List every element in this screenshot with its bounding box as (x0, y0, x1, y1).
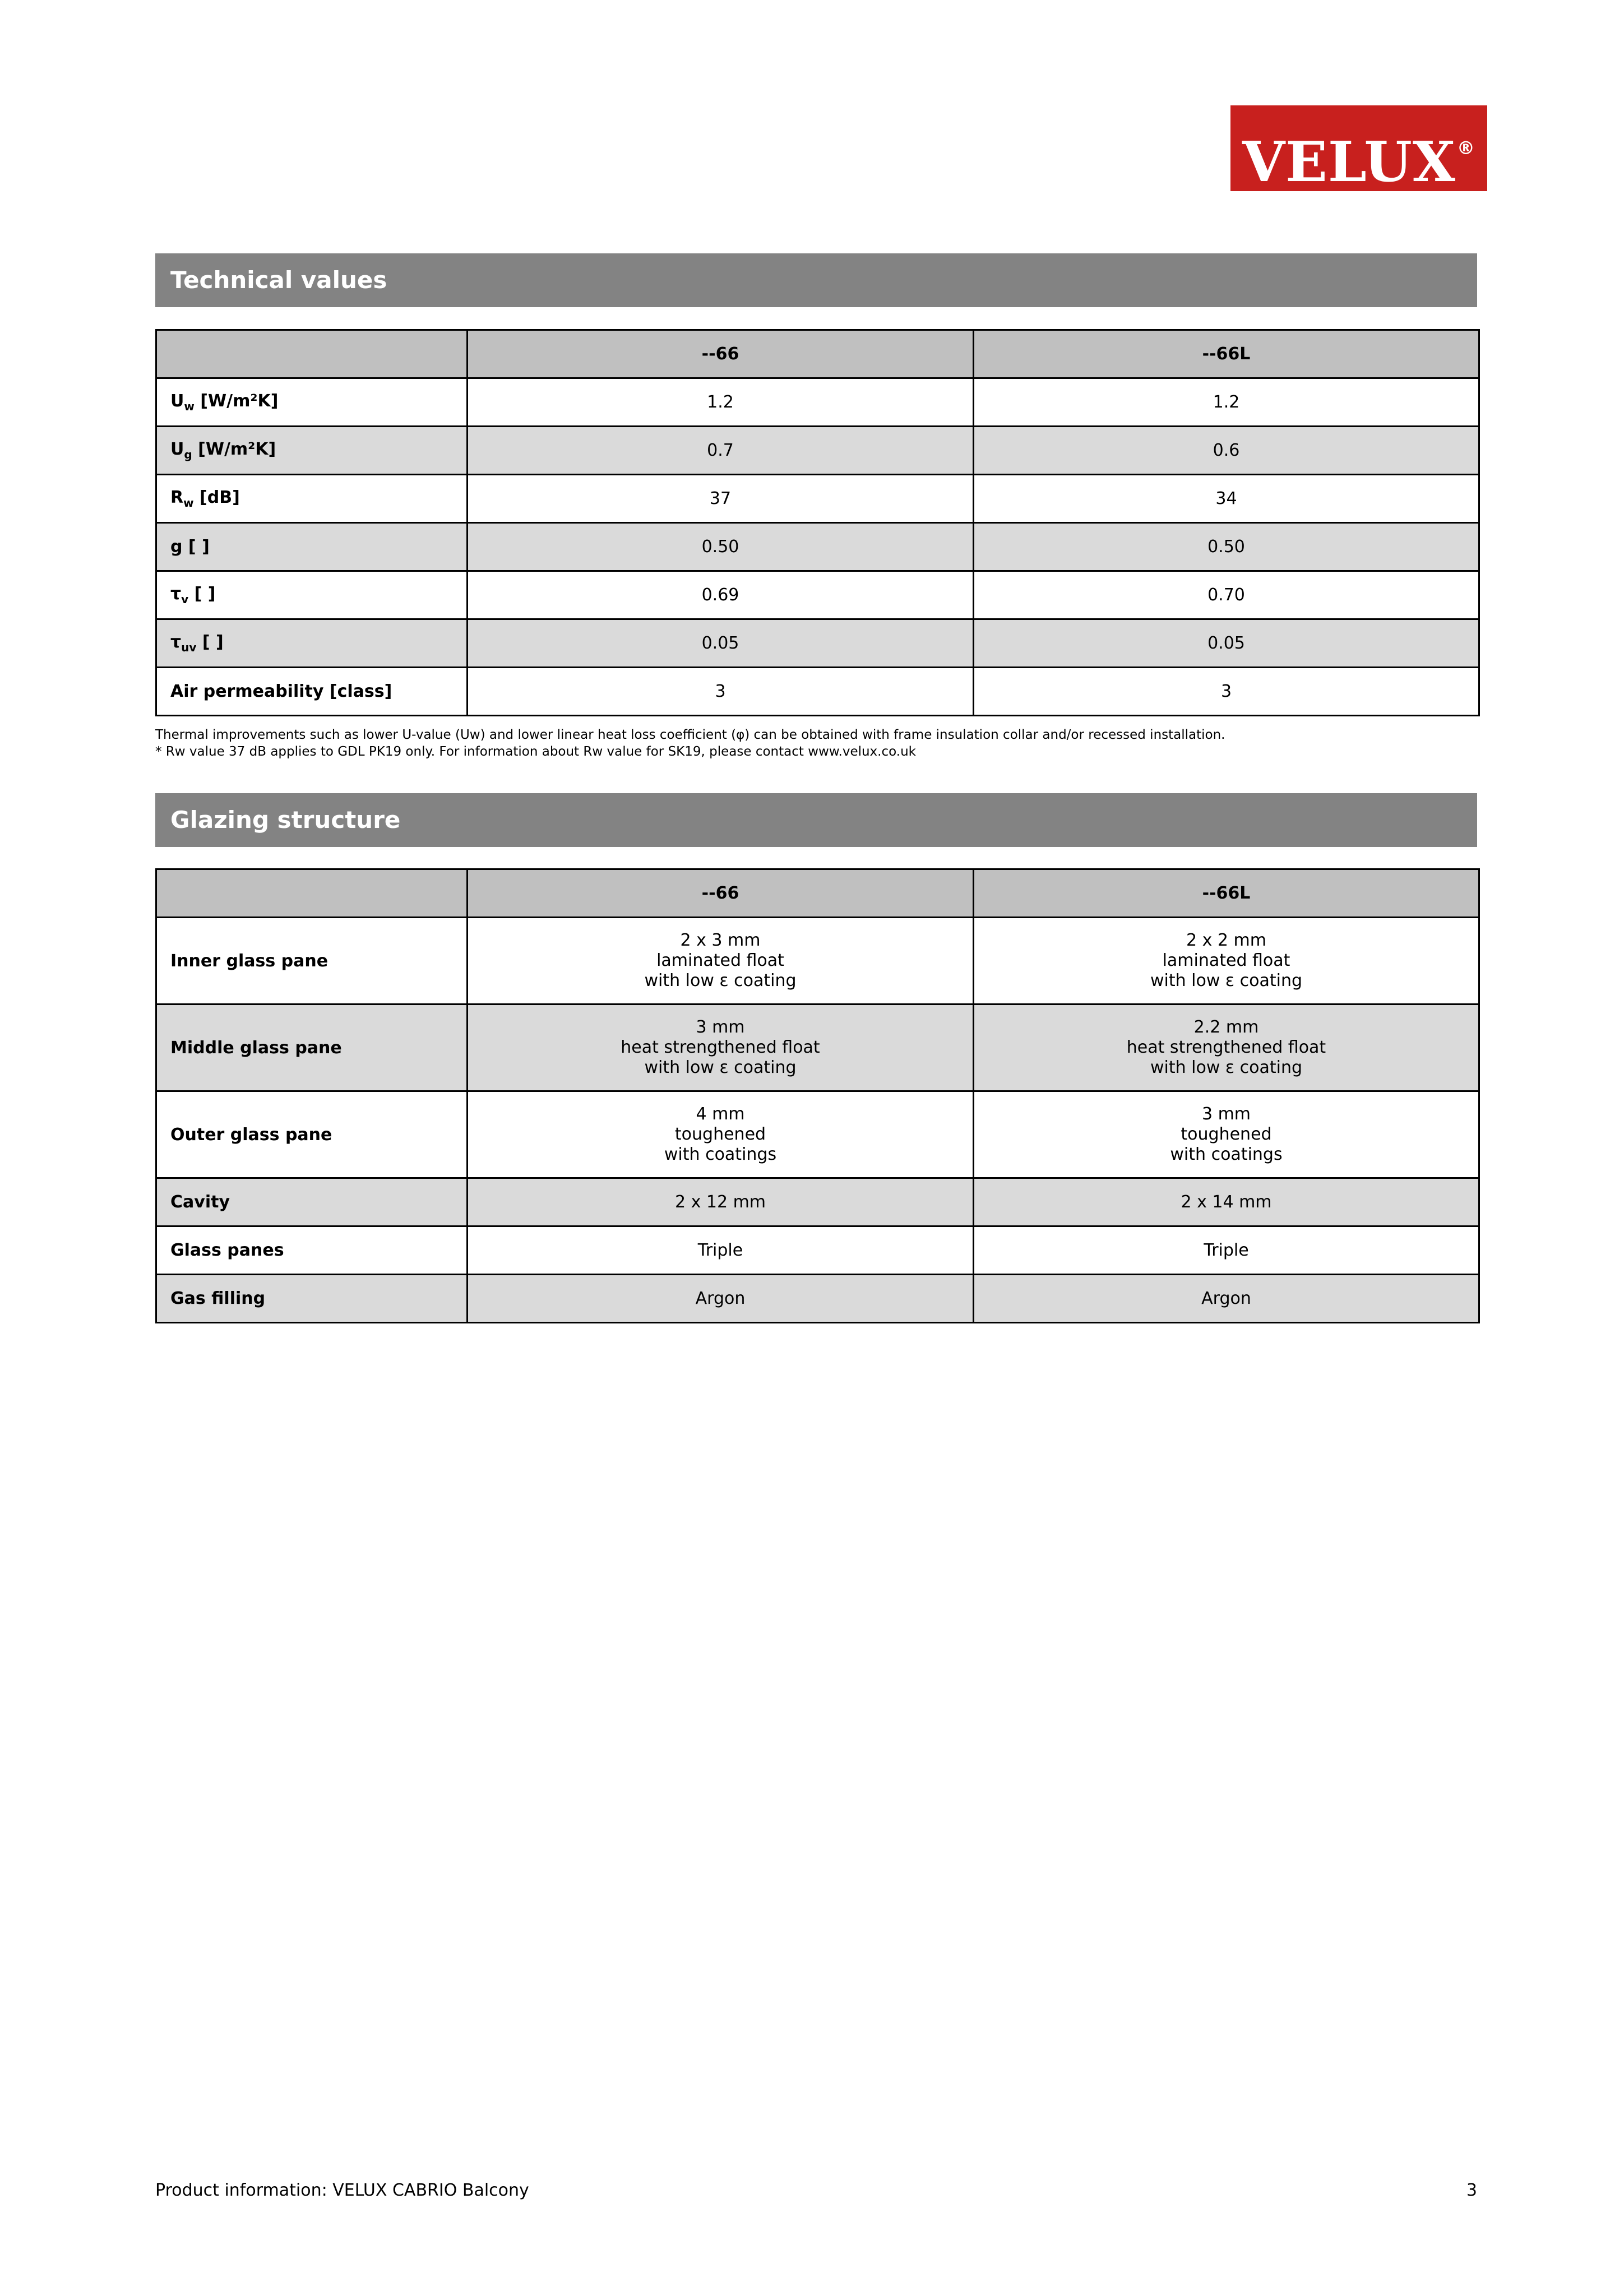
note-thermal: Thermal improvements such as lower U-value (Uw) and lower linear heat loss coefficient (φ) can be obtained with frame insulation collar and/or recessed installation. (155, 728, 1225, 742)
table-row (156, 523, 1479, 571)
technical-notes (155, 726, 1478, 760)
glazing-structure-table (155, 868, 1480, 1323)
cell-66l: 0.05 (974, 619, 1479, 668)
row-label: Air permeability [class] (156, 668, 468, 716)
table-row (156, 1275, 1479, 1323)
cell-66: 4 mm toughened with coatings (468, 1091, 974, 1178)
header-col-66: --66 (468, 330, 974, 378)
cell-66: 1.2 (468, 378, 974, 427)
table-row (156, 1004, 1479, 1091)
cell-66: 37 (468, 475, 974, 523)
header-col-66l: --66L (974, 330, 1479, 378)
header-col-66l: --66L (974, 869, 1479, 918)
cell-66l: 2 x 2 mm laminated float with low ε coating (974, 918, 1479, 1004)
footer-product-info: Product information: VELUX CABRIO Balcony (155, 2181, 529, 2200)
header-empty-cell (156, 330, 468, 378)
table-header-row (156, 869, 1479, 918)
row-label: $U_w$ [W/m²K] (156, 378, 468, 427)
note-acoustic: * Rw value 37 dB applies to GDL PK19 only. For information about Rw value for SK19, please contact www.velux.co.uk (155, 744, 916, 759)
table-row (156, 918, 1479, 1004)
row-label: $\tau_{uv}$ [ ] (156, 619, 468, 668)
cell-66: 2 x 12 mm (468, 1178, 974, 1226)
technical-values-heading: Technical values (155, 253, 1477, 307)
cell-66: 3 mm heat strengthened float with low ε coating (468, 1004, 974, 1091)
row-label: Gas filling (156, 1275, 468, 1323)
table-row (156, 1091, 1479, 1178)
page-number: 3 (1466, 2181, 1477, 2200)
cell-66: 0.7 (468, 427, 974, 475)
cell-66: 2 x 3 mm laminated float with low ε coating (468, 918, 974, 1004)
cell-66l: 2.2 mm heat strengthened float with low ε coating (974, 1004, 1479, 1091)
cell-66: 0.69 (468, 571, 974, 619)
row-label: Inner glass pane (156, 918, 468, 1004)
table-header-row (156, 330, 1479, 378)
row-label: Outer glass pane (156, 1091, 468, 1178)
header-empty-cell (156, 869, 468, 918)
cell-66: 3 (468, 668, 974, 716)
row-label: Glass panes (156, 1226, 468, 1275)
technical-values-table (155, 329, 1480, 716)
cell-66: Triple (468, 1226, 974, 1275)
cell-66: Argon (468, 1275, 974, 1323)
row-label: Cavity (156, 1178, 468, 1226)
cell-66l: 0.70 (974, 571, 1479, 619)
row-label: $R_w$ [dB] (156, 475, 468, 523)
row-label: Middle glass pane (156, 1004, 468, 1091)
cell-66l: 34 (974, 475, 1479, 523)
logo-text: VELUX (1242, 130, 1456, 195)
table-row (156, 378, 1479, 427)
table-row (156, 619, 1479, 668)
row-label: $\tau_v$ [ ] (156, 571, 468, 619)
table-row (156, 1226, 1479, 1275)
cell-66l: 0.50 (974, 523, 1479, 571)
cell-66l: 3 (974, 668, 1479, 716)
registered-mark: ® (1456, 137, 1475, 159)
table-row (156, 668, 1479, 716)
row-label: g [ ] (156, 523, 468, 571)
table-row (156, 427, 1479, 475)
cell-66l: Triple (974, 1226, 1479, 1275)
cell-66l: 1.2 (974, 378, 1479, 427)
velux-logo (1230, 105, 1487, 195)
row-label: $U_g$ [W/m²K] (156, 427, 468, 475)
cell-66: 0.50 (468, 523, 974, 571)
table-row (156, 475, 1479, 523)
cell-66: 0.05 (468, 619, 974, 668)
cell-66l: 0.6 (974, 427, 1479, 475)
cell-66l: 2 x 14 mm (974, 1178, 1479, 1226)
cell-66l: 3 mm toughened with coatings (974, 1091, 1479, 1178)
cell-66l: Argon (974, 1275, 1479, 1323)
header-col-66: --66 (468, 869, 974, 918)
table-row (156, 1178, 1479, 1226)
table-row (156, 571, 1479, 619)
glazing-structure-heading: Glazing structure (155, 793, 1477, 847)
